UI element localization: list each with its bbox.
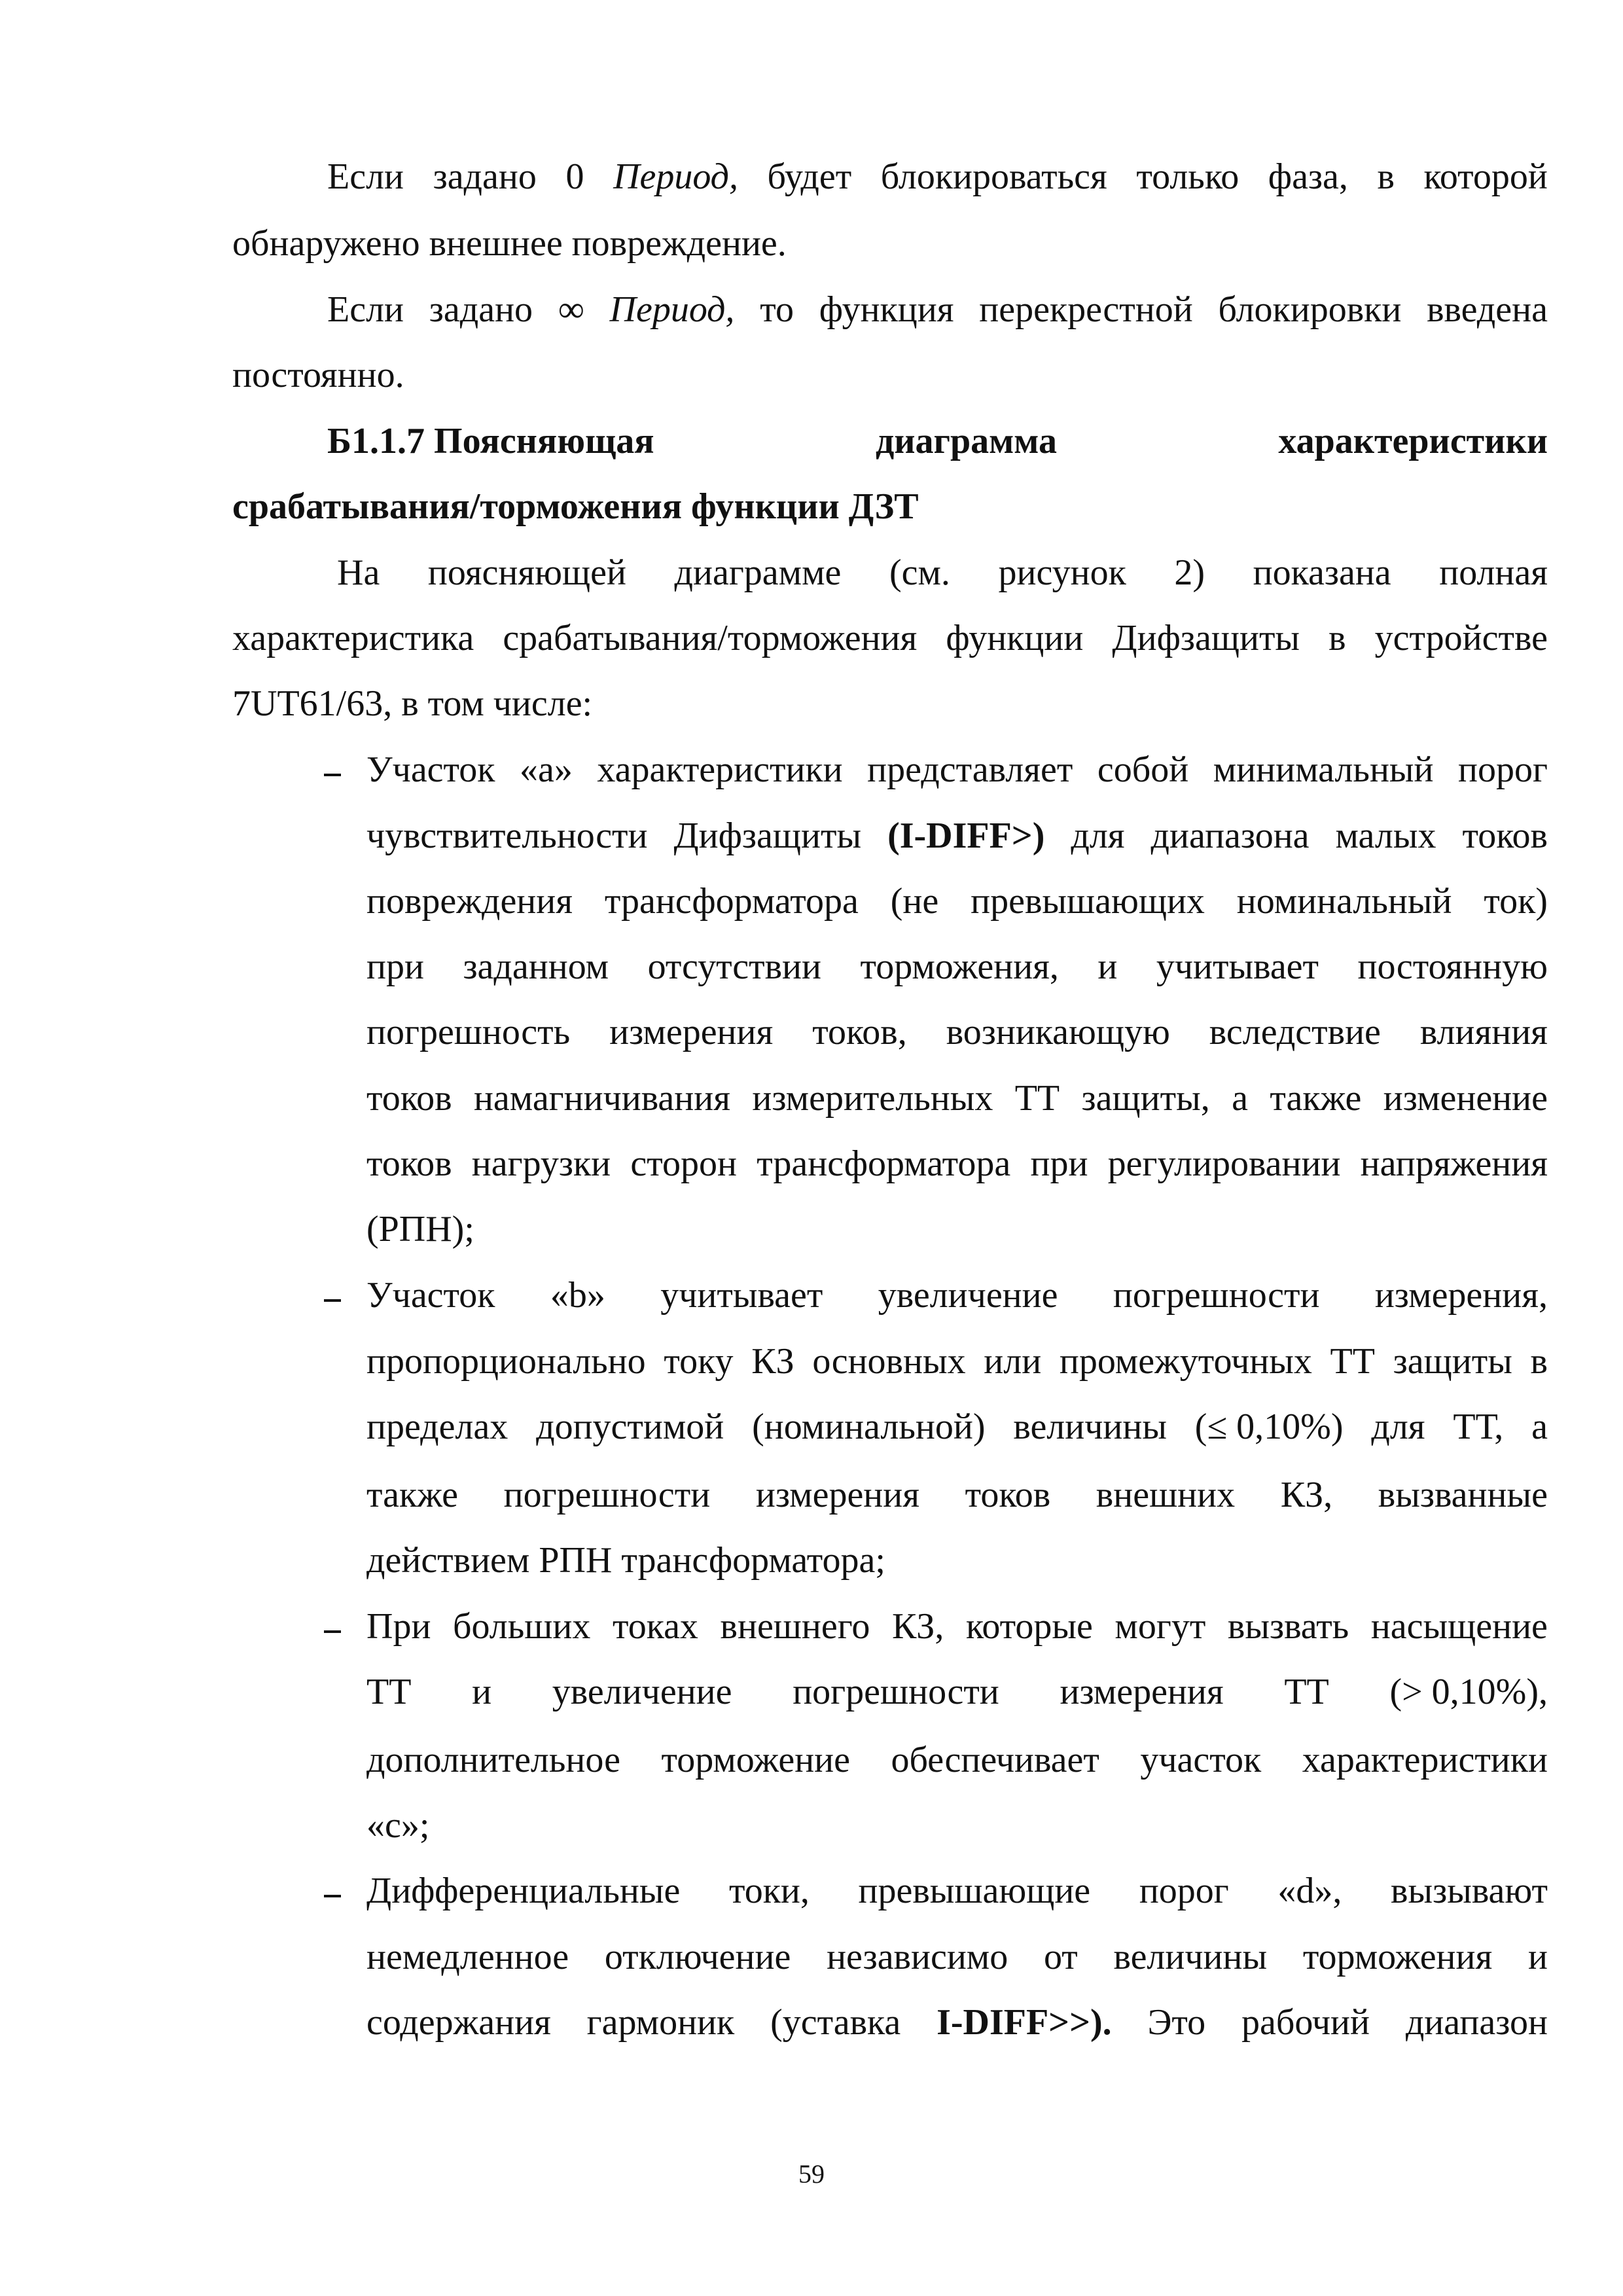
word: ∞ — [558, 289, 584, 330]
word: Участок — [366, 1275, 495, 1316]
word: (≤ 0,10%) — [1194, 1407, 1344, 1447]
word: токов — [1462, 816, 1548, 856]
word: диаграмме — [674, 552, 842, 593]
word: погрешности — [503, 1475, 711, 1515]
word: больших — [453, 1606, 591, 1647]
bullet-a-line-7 — [366, 1145, 1548, 1182]
word: отсутствии — [647, 946, 821, 987]
word: измерения — [609, 1012, 774, 1052]
bullet-a-line-1 — [366, 751, 1548, 788]
word: напряжения — [1360, 1143, 1548, 1184]
word: номинальный — [1236, 881, 1452, 922]
word: току — [664, 1341, 734, 1382]
word: При — [366, 1606, 431, 1647]
word: Это — [1147, 2002, 1206, 2043]
word: рисунок — [998, 552, 1126, 593]
bullet-d-line-1 — [366, 1873, 1548, 1909]
word: блокировки — [1218, 289, 1402, 330]
bullet-d-line-3 — [366, 2004, 1548, 2041]
word: погрешность — [366, 1012, 571, 1052]
word: токов — [366, 1078, 452, 1119]
word: характеристики — [597, 749, 843, 790]
bullet-b-line-2 — [366, 1343, 1548, 1380]
bullet-c-line-4: «с»; — [366, 1805, 430, 1846]
word: пределах — [366, 1407, 508, 1447]
bullet-dash-d — [324, 1895, 341, 1897]
word: Участок — [366, 749, 495, 790]
word: торможение — [661, 1740, 850, 1780]
word: ТТ, — [1453, 1407, 1504, 1447]
word: защиты, — [1081, 1078, 1210, 1119]
bullet-c-line-2 — [366, 1674, 1548, 1710]
word: «b» — [550, 1275, 605, 1316]
intro-line-2 — [232, 620, 1548, 656]
word: 2) — [1174, 552, 1205, 593]
bullet-b-line-5: действием РПН трансформатора; — [366, 1540, 885, 1581]
bullet-a-line-6 — [366, 1080, 1548, 1117]
word: отключение — [604, 1937, 791, 1977]
word: допустимой — [536, 1407, 724, 1447]
word: пропорционально — [366, 1341, 646, 1382]
word: ТТ — [1284, 1672, 1329, 1712]
word: Период, — [609, 289, 735, 330]
word: которые — [965, 1606, 1093, 1647]
word: измерительных — [752, 1078, 993, 1119]
word: ток) — [1484, 881, 1548, 922]
word: порог — [1139, 1871, 1229, 1911]
word: вызвать — [1227, 1606, 1349, 1647]
word: повреждения — [366, 881, 573, 922]
bullet-b-line-4 — [366, 1477, 1548, 1513]
word: вследствие — [1209, 1012, 1381, 1052]
word: регулировании — [1107, 1143, 1341, 1184]
word: (номинальной) — [752, 1407, 986, 1447]
word: ТТ — [366, 1672, 412, 1712]
word: насыщение — [1370, 1606, 1548, 1647]
bullet-dash-b — [324, 1299, 341, 1302]
word: трансформатора — [604, 881, 859, 922]
word: для — [1371, 1407, 1425, 1447]
word: обеспечивает — [891, 1740, 1099, 1780]
section-heading-line-1 — [327, 423, 1548, 459]
word: намагничивания — [473, 1078, 730, 1119]
word: и — [1528, 1937, 1548, 1977]
word: в — [1530, 1341, 1548, 1382]
word: Дифференциальные — [366, 1871, 681, 1911]
word: токов — [366, 1143, 452, 1184]
word: (I-DIFF>) — [887, 816, 1045, 856]
word: для — [1071, 816, 1125, 856]
word: ТТ — [1014, 1078, 1060, 1119]
word: функция — [819, 289, 954, 330]
word: рабочий — [1241, 2002, 1370, 2043]
word: устройстве — [1374, 618, 1548, 658]
word: защиты — [1393, 1341, 1512, 1382]
word: 0 — [565, 156, 584, 197]
word: токов, — [812, 1012, 907, 1052]
word: диапазона — [1150, 816, 1310, 856]
word: представляет — [867, 749, 1073, 790]
word: также — [366, 1475, 459, 1515]
p1-line-2: обнаружено внешнее повреждение. — [232, 223, 787, 264]
bullet-a-line-4 — [366, 948, 1548, 985]
word: I-DIFF>>). — [936, 2002, 1112, 2043]
word: внешних — [1096, 1475, 1236, 1515]
word: Б1.1.7 Поясняющая — [327, 421, 654, 461]
word: содержания — [366, 2002, 551, 2043]
word: поясняющей — [427, 552, 626, 593]
word: собой — [1097, 749, 1189, 790]
bullet-b-line-1 — [366, 1277, 1548, 1314]
word: постоянную — [1357, 946, 1548, 987]
word: задано — [429, 289, 533, 330]
word: Дифзащиты — [1112, 618, 1300, 658]
page-number: 59 — [798, 2159, 825, 2189]
word: сторон — [630, 1143, 737, 1184]
word: учитывает — [1156, 946, 1319, 987]
word: немедленное — [366, 1937, 569, 1977]
word: погрешности — [1113, 1275, 1320, 1316]
word: характеристика — [232, 618, 474, 658]
word: диаграмма — [875, 421, 1058, 461]
word: от — [1043, 1937, 1078, 1977]
word: и — [472, 1672, 492, 1712]
word: в — [1377, 156, 1395, 197]
word: КЗ, — [891, 1606, 944, 1647]
word: На — [337, 552, 380, 593]
bullet-d-line-2 — [366, 1939, 1548, 1975]
word: «d», — [1277, 1871, 1342, 1911]
word: величины — [1013, 1407, 1167, 1447]
p2-line-1 — [327, 291, 1548, 328]
word: фаза, — [1268, 156, 1348, 197]
word: будет — [767, 156, 852, 197]
word: перекрестной — [979, 289, 1193, 330]
word: влияния — [1419, 1012, 1548, 1052]
p2-line-2: постоянно. — [232, 355, 404, 395]
word: порог — [1458, 749, 1548, 790]
word: полная — [1439, 552, 1548, 593]
bullet-c-line-3 — [366, 1742, 1548, 1778]
word: увеличение — [878, 1275, 1058, 1316]
word: вызванные — [1378, 1475, 1548, 1515]
word: при — [1030, 1143, 1088, 1184]
word: также — [1270, 1078, 1362, 1119]
word: увеличение — [552, 1672, 732, 1712]
word: могут — [1115, 1606, 1206, 1647]
word: характеристики — [1278, 421, 1548, 461]
word: или — [984, 1341, 1042, 1382]
word: при — [366, 946, 424, 987]
word: учитывает — [660, 1275, 823, 1316]
bullet-a-line-8: (РПН); — [366, 1209, 474, 1249]
word: то — [760, 289, 794, 330]
bullet-dash-a — [324, 774, 341, 776]
word: КЗ — [751, 1341, 794, 1382]
word: функции — [946, 618, 1084, 658]
word: срабатывания/торможения — [503, 618, 918, 658]
word: дополнительное — [366, 1740, 620, 1780]
word: (не — [890, 881, 939, 922]
word: чувствительности — [366, 816, 648, 856]
word: (уставка — [770, 2002, 901, 2043]
word: измерения — [1060, 1672, 1224, 1712]
bullet-a-line-2 — [366, 817, 1548, 854]
word: Период, — [613, 156, 738, 197]
word: превышающих — [971, 881, 1205, 922]
word: превышающие — [858, 1871, 1091, 1911]
bullet-c-line-1 — [366, 1608, 1548, 1645]
intro-line-1 — [337, 554, 1548, 591]
word: нагрузки — [471, 1143, 611, 1184]
word: только — [1136, 156, 1240, 197]
word: (> 0,10%), — [1389, 1672, 1548, 1712]
word: токов — [965, 1475, 1051, 1515]
word: и — [1097, 946, 1118, 987]
word: введена — [1427, 289, 1548, 330]
word: «а» — [520, 749, 573, 790]
word: задано — [433, 156, 537, 197]
intro-line-3: 7UT61/63, в том числе: — [232, 683, 593, 724]
word: гармоник — [586, 2002, 735, 2043]
bullet-dash-c — [324, 1630, 341, 1633]
word: величины — [1113, 1937, 1268, 1977]
word: промежуточных — [1059, 1341, 1312, 1382]
word: вызывают — [1391, 1871, 1548, 1911]
word: трансформатора — [757, 1143, 1011, 1184]
word: ТТ — [1330, 1341, 1375, 1382]
word: Дифзащиты — [673, 816, 862, 856]
word: независимо — [827, 1937, 1008, 1977]
word: минимальный — [1213, 749, 1434, 790]
word: участок — [1140, 1740, 1262, 1780]
word: торможения — [1302, 1937, 1493, 1977]
word: в — [1329, 618, 1346, 658]
word: изменение — [1383, 1078, 1548, 1119]
word: заданном — [463, 946, 609, 987]
word: токах — [612, 1606, 698, 1647]
word: блокироваться — [880, 156, 1107, 197]
word: измерения, — [1374, 1275, 1548, 1316]
word: (см. — [889, 552, 950, 593]
word: Если — [327, 289, 404, 330]
word: показана — [1253, 552, 1391, 593]
word: малых — [1335, 816, 1436, 856]
word: а — [1531, 1407, 1548, 1447]
word: КЗ, — [1280, 1475, 1333, 1515]
word: внешнего — [720, 1606, 870, 1647]
word: торможения, — [860, 946, 1059, 987]
bullet-a-line-3 — [366, 883, 1548, 920]
word: измерения — [755, 1475, 919, 1515]
word: которой — [1423, 156, 1548, 197]
word: основных — [812, 1341, 966, 1382]
word: возникающую — [946, 1012, 1170, 1052]
bullet-b-line-3 — [366, 1408, 1548, 1445]
bullet-a-line-5 — [366, 1014, 1548, 1050]
word: токи, — [728, 1871, 810, 1911]
word: диапазон — [1405, 2002, 1548, 2043]
word: характеристики — [1302, 1740, 1548, 1780]
word: Если — [327, 156, 404, 197]
p1-line-1 — [327, 158, 1548, 195]
word: погрешности — [793, 1672, 999, 1712]
word: а — [1232, 1078, 1248, 1119]
section-heading-line-2: срабатывания/торможения функции ДЗТ — [232, 486, 919, 527]
